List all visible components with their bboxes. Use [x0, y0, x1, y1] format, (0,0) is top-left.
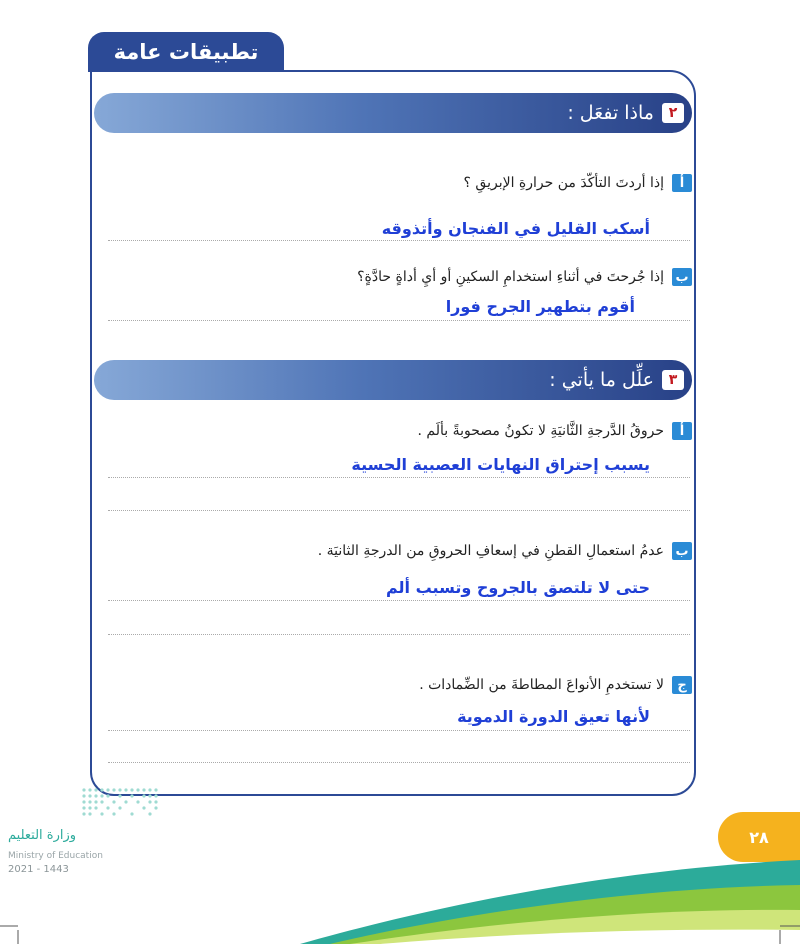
- answer-2b: أقوم بتطهير الجرح فورا: [445, 297, 635, 316]
- answer-line: [108, 477, 690, 478]
- answer-3a: يسبب إحتراق النهايات العصبية الحسية: [351, 455, 650, 474]
- section-3-number: ٣: [662, 370, 684, 390]
- question-2b-text: إذا جُرحتَ في أثناءِ استخدامِ السكينِ أو أيِ أداةٍ حادَّةٍ؟: [357, 269, 664, 285]
- answer-2a: أسكب القليل في الفنجان وأتذوقه: [381, 219, 650, 238]
- question-3c-text: لا تستخدمِ الأنواعَ المطاطةَ من الضِّمادات .: [419, 677, 664, 693]
- page-number-text: ٢٨: [749, 827, 769, 847]
- question-3c-letter: ج: [672, 676, 692, 694]
- section-2-header: [94, 93, 692, 133]
- question-3c: [419, 676, 692, 694]
- question-3b: [318, 542, 692, 560]
- answer-line: [108, 320, 690, 321]
- section-tab-label: تطبيقات عامة: [113, 40, 259, 64]
- section-tab: [88, 32, 284, 72]
- question-2a: [464, 174, 692, 192]
- ministry-name-en: Ministry of Education: [8, 851, 103, 861]
- answer-line: [108, 762, 690, 763]
- question-2b: [357, 268, 692, 286]
- answer-line: [108, 730, 690, 731]
- answer-line: [108, 600, 690, 601]
- ministry-year: 2021 - 1443: [8, 864, 69, 875]
- question-3b-letter: ب: [672, 542, 692, 560]
- question-3a: [418, 422, 692, 440]
- ministry-name-ar: وزارة التعليم: [8, 828, 77, 843]
- question-3a-letter: أ: [672, 422, 692, 440]
- section-2-title: ماذا تفعَل :: [567, 102, 654, 124]
- answer-3c: لأنها تعيق الدورة الدموية: [457, 707, 650, 726]
- question-3b-text: عدمُ استعمالِ القطنِ في إسعافِ الحروقِ من الدرجةِ الثانيَة .: [317, 543, 664, 559]
- section-3-title: علِّل ما يأتي :: [549, 369, 654, 391]
- answer-line: [108, 634, 690, 635]
- answer-line: [108, 510, 690, 511]
- answer-3b: حتى لا تلتصق بالجروح وتسبب ألم: [386, 578, 650, 597]
- question-2a-text: إذا أردتَ التأكّدَ من حرارةِ الإبريقِ ؟: [463, 175, 664, 191]
- decorative-swoosh: [0, 827, 800, 944]
- question-3a-text: حروقُ الدَّرجةِ الثَّانيَةِ لا تكونُ مصحوبةً بألَم .: [417, 423, 664, 439]
- question-2a-letter: أ: [672, 174, 692, 192]
- section-2-number: ٢: [662, 103, 684, 123]
- section-3-header: [94, 360, 692, 400]
- question-2b-letter: ب: [672, 268, 692, 286]
- answer-line: [108, 240, 690, 241]
